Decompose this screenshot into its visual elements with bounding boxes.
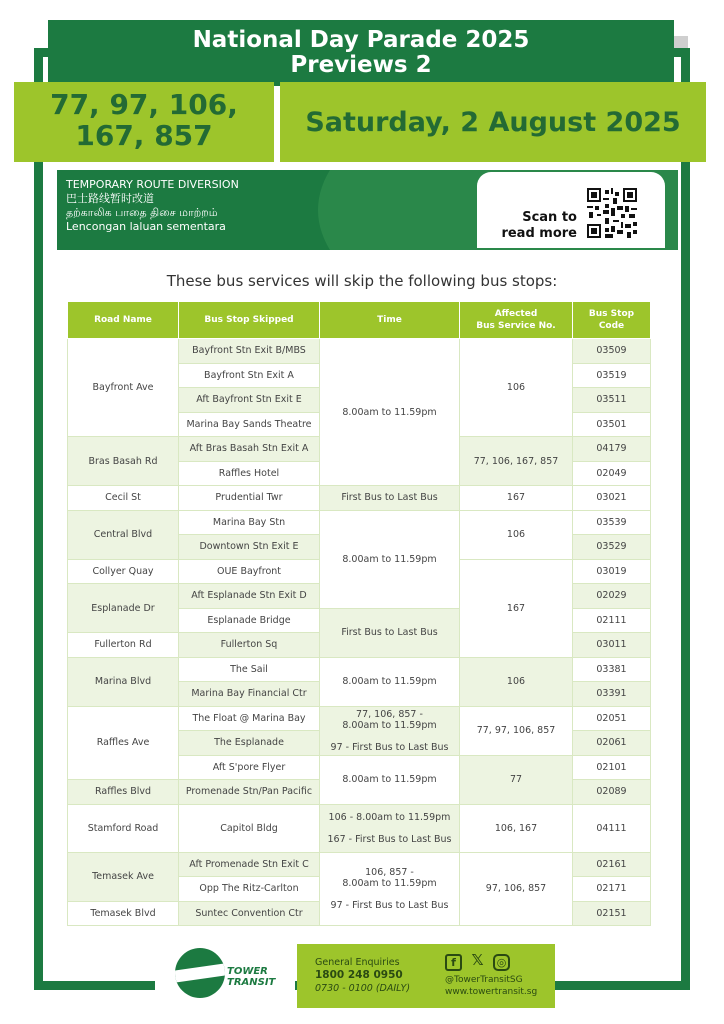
code-cell: 03019 (573, 559, 651, 584)
service-cell: 77 (460, 755, 573, 804)
road-cell: Bayfront Ave (68, 339, 179, 437)
time-line: 106 - 8.00am to 11.59pm (328, 811, 451, 823)
stop-cell: Aft Bayfront Stn Exit E (179, 388, 320, 413)
stop-cell: Raffles Hotel (179, 461, 320, 486)
service-cell: 167 (460, 486, 573, 511)
header-time: Time (320, 302, 460, 339)
time-cell: 8.00am to 11.59pm (320, 339, 460, 486)
service-cell: 106, 167 (460, 804, 573, 852)
banner-chinese: 巴士路线暂时改道 (66, 192, 154, 205)
table-intro: These bus services will skip the following bus stops: (166, 272, 558, 290)
road-cell: Central Blvd (68, 510, 179, 559)
code-cell: 02101 (573, 755, 651, 780)
stop-cell: The Sail (179, 657, 320, 682)
service-cell: 167 (460, 559, 573, 657)
affected-routes-box (14, 82, 274, 162)
time-cell (320, 706, 460, 755)
social-handle[interactable]: @TowerTransitSG (445, 975, 523, 985)
code-cell: 03511 (573, 388, 651, 413)
enquiries-label: General Enquiries (315, 957, 400, 968)
header-service (460, 302, 573, 339)
road-cell: Marina Blvd (68, 657, 179, 706)
stop-cell: Aft Bras Basah Stn Exit A (179, 437, 320, 462)
facebook-icon[interactable]: f (445, 954, 462, 971)
road-cell: Temasek Blvd (68, 901, 179, 926)
code-cell: 02029 (573, 584, 651, 609)
table-row (68, 804, 651, 852)
page-title (48, 20, 674, 86)
code-cell: 02089 (573, 780, 651, 805)
stop-cell: Suntec Convention Ctr (179, 901, 320, 926)
stop-cell: OUE Bayfront (179, 559, 320, 584)
banner-tamil: தற்காலிக பாதை திசை மாற்றம் (66, 206, 218, 219)
stop-cell: Marina Bay Sands Theatre (179, 412, 320, 437)
stop-cell: Aft Esplanade Stn Exit D (179, 584, 320, 609)
header-road-name: Road Name (68, 302, 179, 339)
code-cell: 03021 (573, 486, 651, 511)
road-cell: Bras Basah Rd (68, 437, 179, 486)
stop-cell: Aft S'pore Flyer (179, 755, 320, 780)
stop-cell: Marina Bay Financial Ctr (179, 682, 320, 707)
phone-number[interactable]: 1800 248 0950 (315, 969, 403, 981)
routes-line-1: 77, 97, 106, (50, 88, 238, 121)
instagram-icon[interactable]: ◎ (493, 954, 510, 971)
table-row (68, 706, 651, 731)
time-cell (320, 852, 460, 926)
x-icon[interactable]: 𝕏 (471, 951, 484, 969)
time-line: 106, 857 - (365, 866, 414, 878)
road-cell: Fullerton Rd (68, 633, 179, 658)
code-cell: 02051 (573, 706, 651, 731)
logo-icon (175, 948, 225, 998)
banner-english: TEMPORARY ROUTE DIVERSION (66, 178, 239, 191)
stop-cell: The Float @ Marina Bay (179, 706, 320, 731)
scan-line-2: read more (501, 226, 577, 241)
road-cell: Collyer Quay (68, 559, 179, 584)
code-cell: 03391 (573, 682, 651, 707)
time-line: 77, 106, 857 - (356, 708, 423, 720)
table-row (68, 657, 651, 682)
stop-cell: Bayfront Stn Exit B/MBS (179, 339, 320, 364)
routes-line-2: 167, 857 (75, 119, 213, 152)
road-cell: Raffles Ave (68, 706, 179, 780)
code-cell: 03529 (573, 535, 651, 560)
stop-cell: Capitol Bldg (179, 804, 320, 852)
scan-text (489, 210, 577, 242)
header-bus-stop: Bus Stop Skipped (179, 302, 320, 339)
stop-cell: Bayfront Stn Exit A (179, 363, 320, 388)
road-cell: Esplanade Dr (68, 584, 179, 633)
website-link[interactable]: www.towertransit.sg (445, 987, 538, 997)
service-cell: 106 (460, 339, 573, 437)
time-line: 97 - First Bus to Last Bus (330, 899, 449, 911)
code-cell: 03501 (573, 412, 651, 437)
banner-text (66, 178, 239, 234)
code-cell: 03509 (573, 339, 651, 364)
skipped-stops-table (67, 301, 651, 926)
header-service-line1: Affected (494, 309, 538, 319)
code-cell: 02049 (573, 461, 651, 486)
road-cell: Stamford Road (68, 804, 179, 852)
qr-code-icon[interactable] (587, 188, 637, 238)
time-cell: 8.00am to 11.59pm (320, 657, 460, 706)
time-cell: First Bus to Last Bus (320, 608, 460, 657)
header-code-line1: Bus Stop (588, 309, 635, 319)
stop-cell: Opp The Ritz-Carlton (179, 877, 320, 902)
stop-cell: Prudential Twr (179, 486, 320, 511)
service-cell: 106 (460, 510, 573, 559)
time-line: 8.00am to 11.59pm (342, 877, 437, 889)
stop-cell: Aft Promenade Stn Exit C (179, 852, 320, 877)
time-line: 97 - First Bus to Last Bus (330, 741, 449, 753)
time-cell (320, 804, 460, 852)
code-cell: 04179 (573, 437, 651, 462)
time-line: 8.00am to 11.59pm (342, 719, 437, 731)
header-code-line2: Code (598, 321, 625, 331)
code-cell: 03519 (573, 363, 651, 388)
road-cell: Cecil St (68, 486, 179, 511)
time-cell: First Bus to Last Bus (320, 486, 460, 511)
code-cell: 02151 (573, 901, 651, 926)
stop-cell: Promenade Stn/Pan Pacific (179, 780, 320, 805)
service-cell: 97, 106, 857 (460, 852, 573, 926)
code-cell: 02171 (573, 877, 651, 902)
title-line-2: Previews 2 (290, 52, 432, 78)
time-line: 167 - First Bus to Last Bus (327, 833, 452, 845)
scan-box[interactable] (477, 172, 665, 248)
service-cell: 106 (460, 657, 573, 706)
code-cell: 02111 (573, 608, 651, 633)
event-date: Saturday, 2 August 2025 (280, 82, 706, 162)
table-row (68, 339, 651, 364)
service-cell: 77, 97, 106, 857 (460, 706, 573, 755)
code-cell: 03381 (573, 657, 651, 682)
logo-text: TOWER TRANSIT (227, 966, 276, 988)
stop-cell: Esplanade Bridge (179, 608, 320, 633)
road-cell: Raffles Blvd (68, 780, 179, 805)
stop-cell: Marina Bay Stn (179, 510, 320, 535)
scan-line-1: Scan to (522, 210, 577, 225)
code-cell: 02161 (573, 852, 651, 877)
header-stop-code (573, 302, 651, 339)
table-header-row (68, 302, 651, 339)
service-cell: 77, 106, 167, 857 (460, 437, 573, 486)
stop-cell: Fullerton Sq (179, 633, 320, 658)
stop-cell: The Esplanade (179, 731, 320, 756)
header-service-line2: Bus Service No. (476, 321, 556, 331)
table-row (68, 852, 651, 877)
tower-transit-logo (155, 940, 295, 1006)
table-row (68, 486, 651, 511)
banner-malay: Lencongan laluan sementara (66, 220, 226, 233)
code-cell: 02061 (573, 731, 651, 756)
time-cell: 8.00am to 11.59pm (320, 755, 460, 804)
operating-hours: 0730 - 0100 (DAILY) (315, 983, 411, 994)
road-cell: Temasek Ave (68, 852, 179, 901)
code-cell: 03539 (573, 510, 651, 535)
contact-box (297, 944, 555, 1008)
table-row (68, 510, 651, 535)
enquiries (315, 956, 410, 995)
code-cell: 03011 (573, 633, 651, 658)
time-cell: 8.00am to 11.59pm (320, 510, 460, 608)
social-block (445, 951, 538, 998)
title-line-1: National Day Parade 2025 (192, 27, 530, 53)
code-cell: 04111 (573, 804, 651, 852)
stop-cell: Downtown Stn Exit E (179, 535, 320, 560)
